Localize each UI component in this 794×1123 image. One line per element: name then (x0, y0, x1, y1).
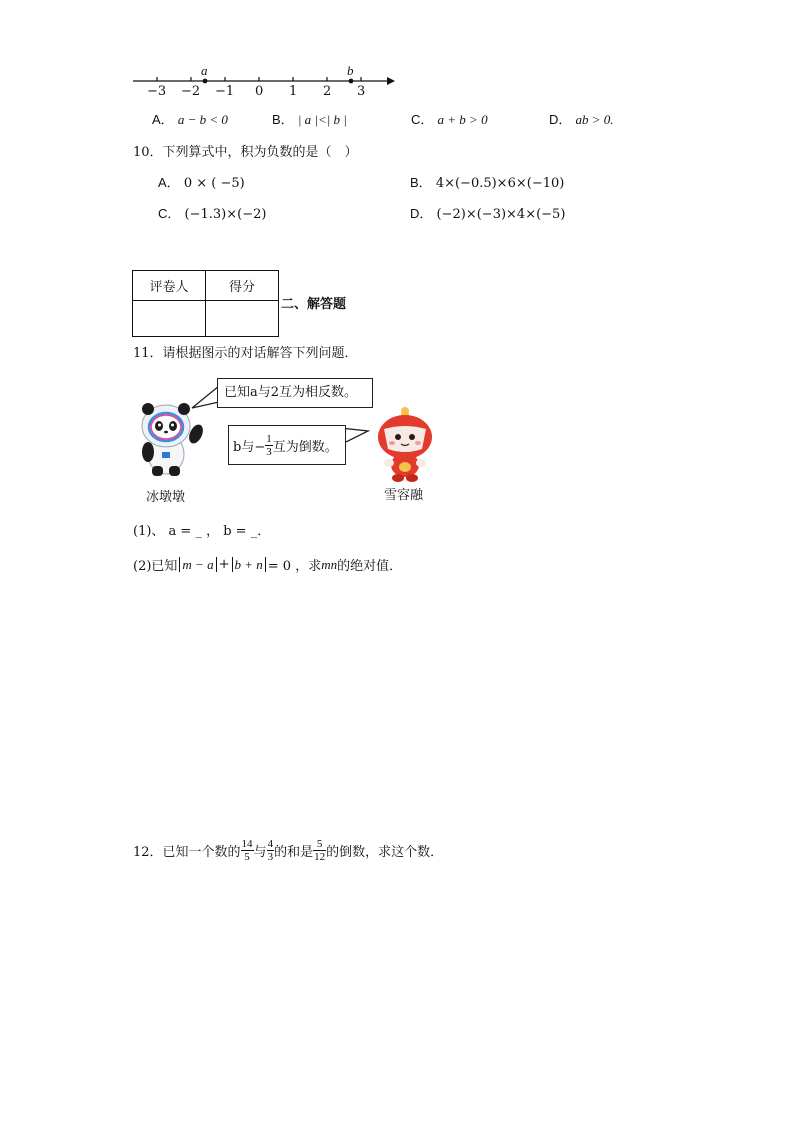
mascot-name-right: 雪容融 (384, 488, 424, 503)
part2-post: 的绝对值． (337, 559, 403, 574)
tick-label: 0 (255, 84, 264, 99)
abs-bar-right (216, 557, 217, 572)
mascot-name-left: 冰墩墩 (146, 490, 186, 505)
q12-pre: 12．已知一个数的 (133, 845, 241, 860)
option-letter: D． (549, 112, 572, 127)
option-letter: A． (152, 112, 174, 127)
bubble-text-post: 互为倒数。 (272, 439, 338, 455)
option-expr: a + b > 0 (437, 112, 488, 127)
abs-bar-right (265, 557, 266, 572)
fraction-denominator: 3 (266, 445, 272, 458)
bubble-text: 已知a与2互为相反数。 (224, 385, 358, 400)
q12-mid1: 与 (253, 845, 267, 860)
fraction-denominator: 12 (314, 851, 326, 863)
tick-label: 3 (357, 84, 366, 99)
plus-sign: + (218, 557, 230, 572)
tick-label: −2 (181, 84, 201, 99)
bubble-text-pre: b与− (233, 439, 266, 455)
part2-mn: mn (321, 556, 338, 572)
speech-bubble-bingdwendwen (217, 378, 373, 408)
part2-pre: (2)已知 (133, 559, 178, 574)
q11-part2 (133, 555, 402, 574)
option-expr: ab > 0. (575, 112, 614, 127)
q11-part1: (1)、 a = _ ， b = _． (133, 524, 271, 539)
q9-option-c[interactable] (411, 109, 488, 128)
q11-stem: 11．请根据图示的对话解答下列问题． (133, 346, 358, 361)
option-letter: A． (158, 175, 180, 190)
point-a-label: a (201, 63, 208, 78)
q10-option-b[interactable] (410, 172, 564, 191)
q10-option-a[interactable] (158, 172, 245, 191)
abs-bar-left (232, 557, 233, 572)
option-letter: C． (411, 112, 434, 127)
fraction-4-3 (267, 838, 275, 863)
section-title: 二、解答题 (281, 297, 347, 312)
option-letter: C． (158, 206, 181, 221)
fraction-denominator: 3 (267, 851, 274, 863)
tick-label: 2 (323, 84, 332, 99)
option-letter: B． (410, 175, 432, 190)
q10-stem: 10．下列算式中，积为负数的是（ ） (133, 145, 358, 160)
option-letter: D． (410, 206, 433, 221)
q10-option-c[interactable] (158, 203, 266, 222)
q12-post: 的倒数，求这个数． (326, 845, 444, 860)
option-expr: a − b < 0 (177, 112, 228, 127)
q12-stem (133, 838, 443, 863)
fraction-numerator: 4 (267, 838, 274, 850)
abs-expr-1: m − a (182, 556, 214, 572)
score-cell[interactable] (206, 301, 279, 337)
option-letter: B． (272, 112, 294, 127)
q9-option-a[interactable] (152, 109, 228, 128)
option-expr: (−2)×(−3)×4×(−5) (436, 207, 566, 222)
fraction-numerator: 14 (241, 838, 253, 850)
fraction-14-5 (241, 838, 254, 863)
abs-bar-left (179, 557, 180, 572)
score-table (132, 270, 279, 337)
part2-eq: = 0 ，求 (267, 559, 322, 574)
fraction-numerator: 1 (266, 432, 272, 445)
point-b-label: b (347, 63, 354, 78)
score-header: 得分 (206, 271, 279, 301)
option-expr: (−1.3)×(−2) (184, 207, 267, 222)
fraction-one-third (265, 433, 273, 458)
fraction-denominator: 5 (244, 851, 250, 863)
tick-label: 1 (289, 84, 298, 99)
abs-expr-2: b + n (234, 556, 263, 572)
q9-option-b[interactable] (272, 109, 347, 128)
fraction-5-12 (313, 838, 326, 863)
grader-cell[interactable] (133, 301, 206, 337)
option-expr: 0 × ( −5) (183, 176, 245, 191)
grader-header: 评卷人 (133, 271, 206, 301)
bingdwendwen-mascot (128, 400, 208, 480)
option-expr: | a |<| b | (297, 112, 347, 127)
q12-mid2: 的和是 (274, 845, 314, 860)
q9-option-d[interactable] (549, 109, 614, 128)
fraction-numerator: 5 (313, 838, 326, 851)
tick-label: −1 (215, 84, 235, 99)
shueyrhonrhon-mascot (370, 405, 440, 483)
tick-label: −3 (147, 84, 167, 99)
speech-bubble-shueyrhonrhon (228, 425, 346, 465)
q10-option-d[interactable] (410, 203, 565, 222)
option-expr: 4×(−0.5)×6×(−10) (435, 176, 565, 191)
